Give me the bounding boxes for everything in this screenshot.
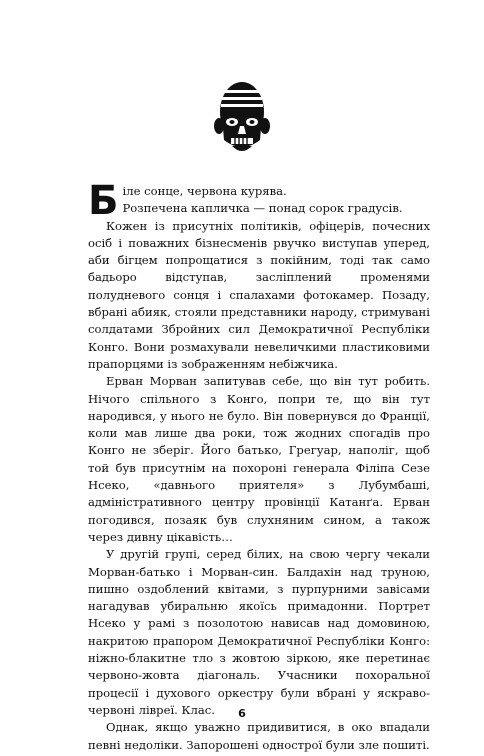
paragraph-5: У другій групі, серед білих, на свою чергу чекали Морван-батько і Морван-син. Балдахін над труною, пишно оздоблений квітами, з пурпурними завісами нагадував убиральню якоїсь примадонни. Портрет Нсеко у рамі з позолотою нависав над домовиною, накритою прапором Демократичної Республіки Конго: ніжно-блакитне тло з жовтою зіркою, яке перетинає червоно-жовта діагональ. Учасники похоральної процесії і духового оркестру були вбрані у яскраво-червоні лівреї. Клас. [88,547,430,717]
body-text [88,178,430,754]
paragraph-6: Однак, якщо уважно придивитися, в око впадали певні недоліки. Запорошені однострої були зле пошиті. [88,720,430,752]
drop-cap: Б [88,178,119,224]
page-number: 6 [238,707,246,720]
african-mask-icon [214,78,270,156]
paragraph-1: Біле сонце, червона курява. [88,178,287,224]
paragraph-3: Кожен із присутніх політиків, офіцерів, почесних осіб і поважних бізнесменів рвучко виступав уперед, аби бігцем попрощатися з покійним, тоді так само бадьоро відступав, засліплений променями полудневого сонця і спалахами фотокамер. Позаду, вбрані абияк, стояли представники народу, стримувані солдатами Збройних сил Демократичної Республіки Конго. Вони розмахували невеличкими пластиковими прапорцями із зображенням небіжчика. [88,218,430,371]
paragraph-4: Ерван Морван запитував себе, що він тут робить. Нічого спільного з Конго, попри те, що він тут народився, у нього не було. Він повернувся до Франції, коли мав лише два роки, тож жодних спогадів про Конго не зберіг. Його батько, Грегуар, наполіг, щоб той був присутнім на похороні генерала Філіпа Сезе Нсеко, «давнього приятеля» з Лубумбаші, адміністративного центру провінції Катанґа. Ерван погодився, позаяк був слухняним сином, а також через дивну цікавість… [88,374,430,544]
paragraph-2: Розпечена капличка — понад сорок градусів. [122,201,403,216]
